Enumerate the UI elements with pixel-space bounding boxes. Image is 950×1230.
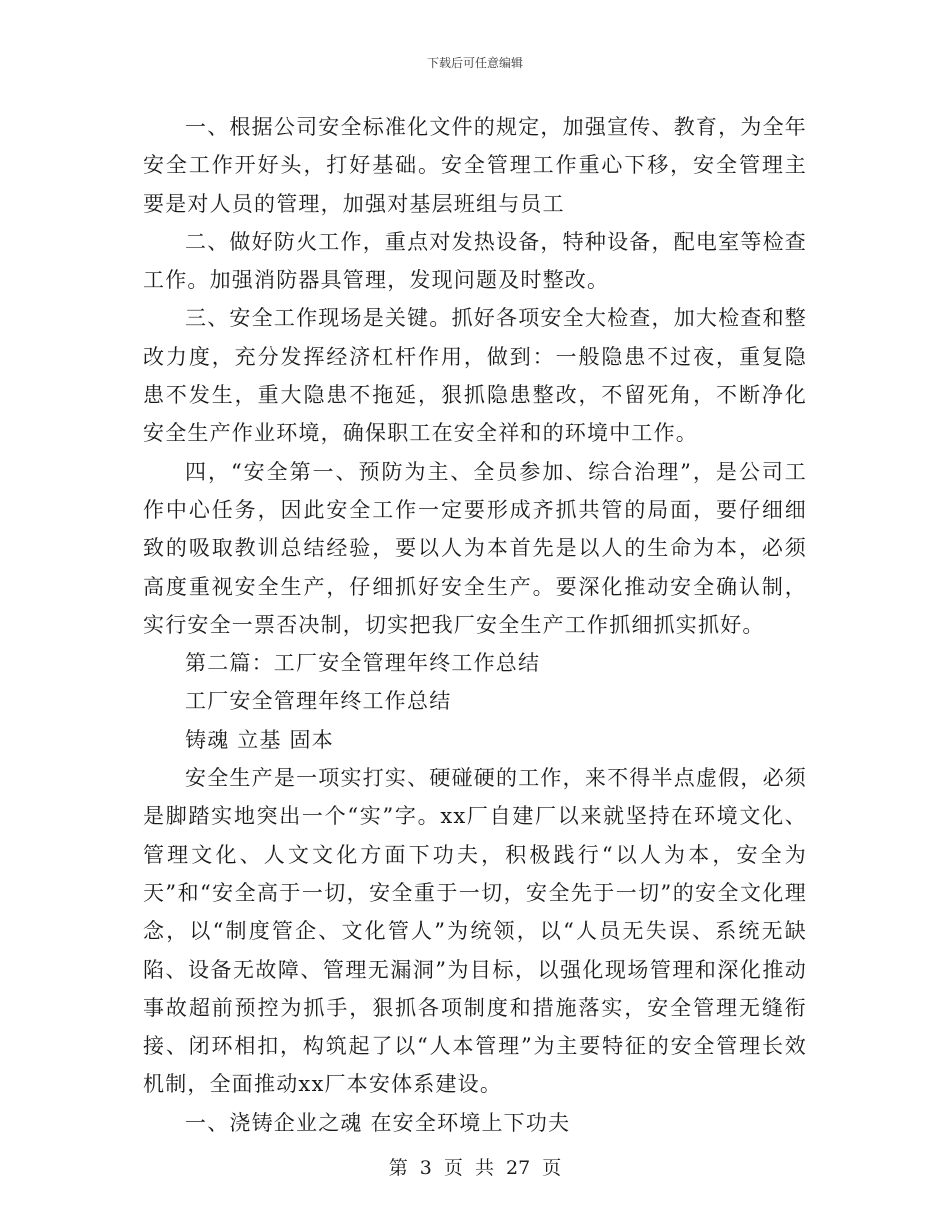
- paragraph-section-two: 二、做好防火工作，重点对发热设备，特种设备，配电室等检查工作。加强消防器具管理，发现问题及时整改。: [143, 229, 807, 293]
- section-heading: 一、浇铸企业之魂 在安全环境上下功夫: [185, 1110, 571, 1135]
- paragraph-section-one: 一、根据公司安全标准化文件的规定，加强宣传、教育，为全年安全工作开好头，打好基础。安全管理工作重心下移，安全管理主要是对人员的管理，加强对基层班组与员工: [143, 115, 807, 216]
- paragraph-intro: 安全生产是一项实打实、硬碰硬的工作，来不得半点虚假，必须是脚踏实地突出一个“实”字。xx厂自建厂以来就坚持在环境文化、管理文化、人文文化方面下功夫，积极践行“以人为本，安全为天”和“安全高于一切，安全重于一切，安全先于一切”的安全文化理念，以“制度管企、文化管人”为统领，以“人员无失误、系统无缺陷、设备无故障、管理无漏洞”为目标，以强化现场管理和深化推动事故超前预控为抓手，狠抓各项制度和措施落实，安全管理无缝衔接、闭环相扣，构筑起了以“人本管理”为主要特征的安全管理长效机制，全面推动xx厂本安体系建设。: [143, 766, 807, 1097]
- page-number: 第 3 页 共 27 页: [388, 1157, 562, 1179]
- article-title: 工厂安全管理年终工作总结: [185, 689, 452, 714]
- page-header: 下载后可任意编辑: [426, 56, 523, 70]
- paragraph-section-three: 三、安全工作现场是关键。抓好各项安全大检查，加大检查和整改力度，充分发挥经济杠杆作用，做到：一般隐患不过夜，重复隐患不发生，重大隐患不拖延，狠抓隐患整改，不留死角，不断净化安全生产作业环境，确保职工在安全祥和的环境中工作。: [143, 306, 807, 446]
- article-subtitle: 铸魂 立基 固本: [185, 727, 334, 752]
- paragraph-section-four: 四，“安全第一、预防为主、全员参加、综合治理”，是公司工作中心任务，因此安全工作一定要形成齐抓共管的局面，要仔细细致的吸取教训总结经验，要以人为本首先是以人的生命为本，必须高度重视安全生产，仔细抓好安全生产。要深化推动安全确认制，实行安全一票否决制，切实把我厂安全生产工作抓细抓实抓好。: [143, 459, 807, 637]
- chapter-heading: 第二篇：工厂安全管理年终工作总结: [185, 651, 541, 676]
- document-body: [143, 108, 807, 1142]
